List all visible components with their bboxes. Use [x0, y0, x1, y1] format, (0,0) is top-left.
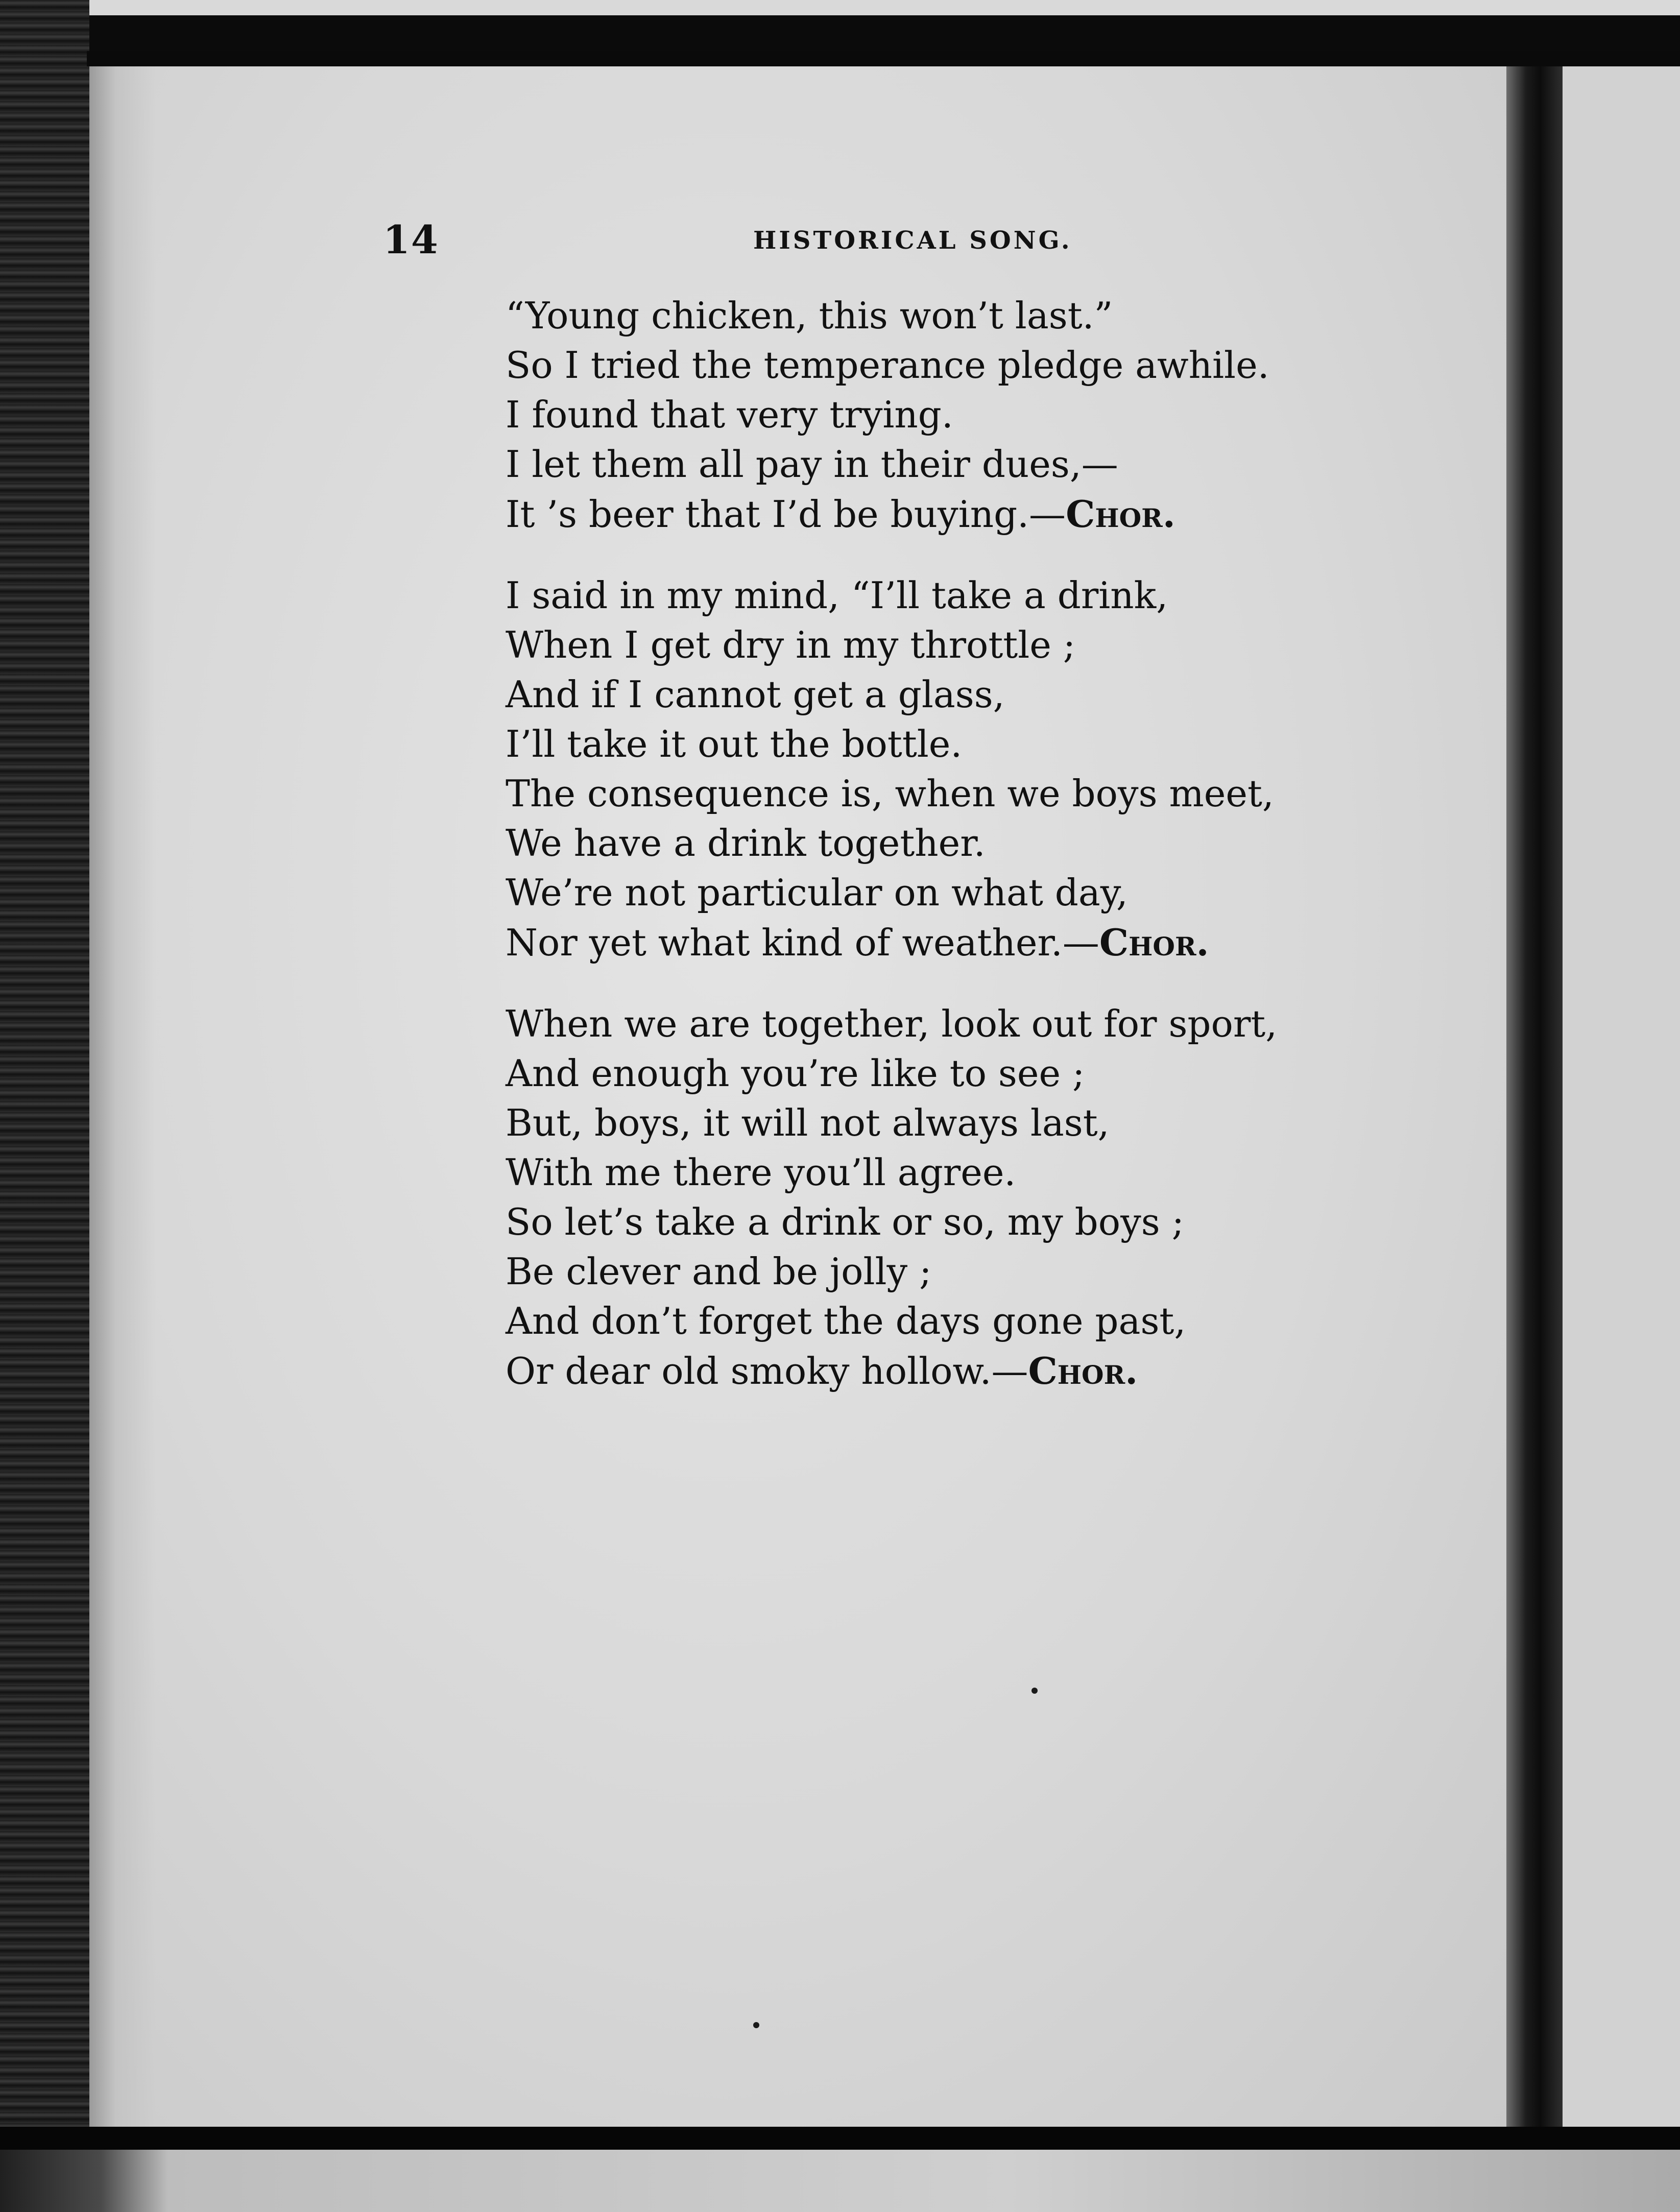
- poem-line: We have a drink together.: [506, 822, 986, 864]
- poem-line: “Young chicken, this won’t last.”: [506, 294, 1113, 337]
- stanza-3: [506, 999, 1476, 1396]
- poem-line: And don’t forget the days gone past,: [506, 1300, 1186, 1342]
- gutter-shadow: [89, 64, 156, 2127]
- running-head: HISTORICAL SONG.: [753, 226, 1072, 255]
- poem-line-with-chorus: [506, 489, 1476, 539]
- poem-line: We’re not particular on what day,: [506, 871, 1128, 914]
- scan-bottom-bar: [0, 2127, 1680, 2150]
- poem-line-with-chorus: [506, 1346, 1476, 1396]
- poem-line: And enough you’re like to see ;: [506, 1052, 1085, 1095]
- poem-line: The consequence is, when we boys meet,: [506, 772, 1274, 815]
- scan-top-strip: [0, 0, 1680, 15]
- book-page: [89, 64, 1509, 2127]
- scan-left-edge: [0, 0, 89, 2212]
- poem-line: I found that very trying.: [506, 393, 953, 436]
- chorus-marker: Chor.: [1028, 1349, 1138, 1392]
- poem-line: I said in my mind, “I’ll take a drink,: [506, 574, 1168, 617]
- chorus-marker: Chor.: [1099, 921, 1209, 964]
- poem-line: So let’s take a drink or so, my boys ;: [506, 1200, 1184, 1243]
- poem-line: With me there you’ll agree.: [506, 1151, 1016, 1194]
- poem-line: When we are together, look out for sport,: [506, 1002, 1278, 1045]
- ink-speck: [753, 2022, 759, 2028]
- poem-line: I let them all pay in their dues,—: [506, 443, 1118, 486]
- poem-line: And if I cannot get a glass,: [506, 673, 1005, 716]
- scan-top-bar: [87, 51, 1680, 66]
- adjacent-page-edge: [1563, 61, 1680, 2129]
- poem-line-with-chorus: [506, 918, 1476, 968]
- poem-line: When I get dry in my throttle ;: [506, 623, 1075, 666]
- binding-shadow: [1506, 61, 1563, 2129]
- poem-line: So I tried the temperance pledge awhile.: [506, 344, 1269, 387]
- poem-line: Be clever and be jolly ;: [506, 1250, 932, 1293]
- stanza-2: [506, 571, 1476, 968]
- poem: [506, 291, 1476, 1428]
- poem-line-text: It ’s beer that I’d be buying.—: [506, 493, 1066, 536]
- chorus-marker: Chor.: [1066, 492, 1175, 536]
- scan-bottom-strip: [0, 2150, 1680, 2212]
- poem-line: But, boys, it will not always last,: [506, 1101, 1110, 1144]
- page-number: 14: [383, 217, 439, 262]
- stanza-1: [506, 291, 1476, 539]
- poem-line-text: Nor yet what kind of weather.—: [506, 921, 1099, 964]
- ink-speck: [1031, 1688, 1038, 1694]
- poem-line-text: Or dear old smoky hollow.—: [506, 1350, 1028, 1392]
- poem-line: I’ll take it out the bottle.: [506, 723, 963, 765]
